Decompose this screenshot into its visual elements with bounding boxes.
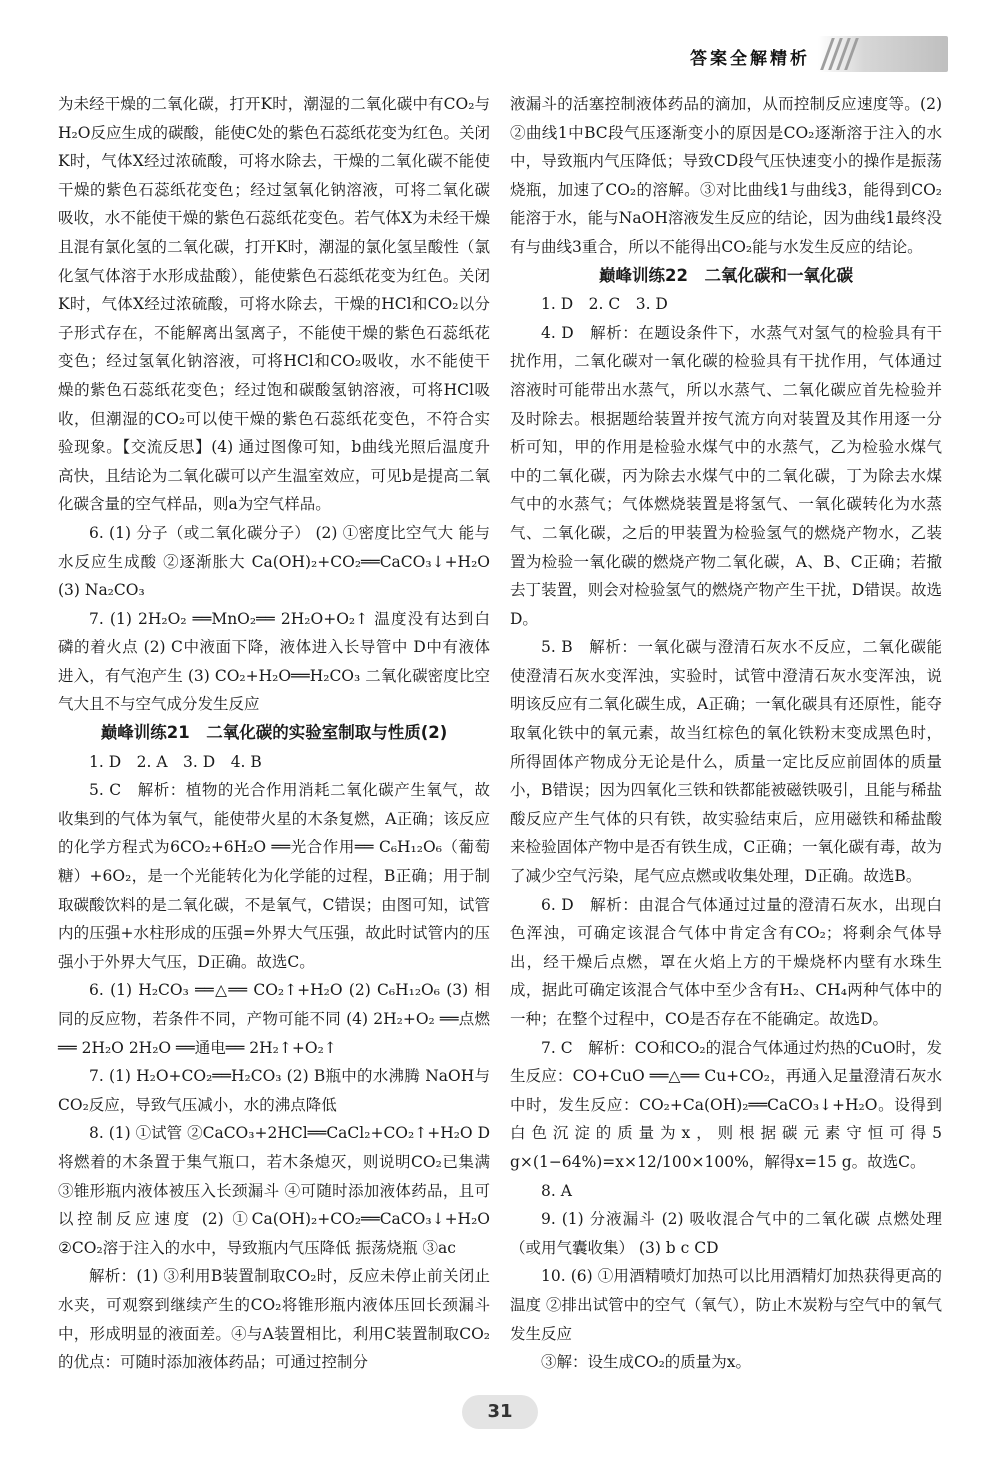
answer-item: 8. (1) ①试管 ②CaCO₃+2HCl══CaCl₂+CO₂↑+H₂O D 将燃着的木条置于集气瓶口，若木条熄灭，则说明CO₂已集满 ③锥形瓶内液体被压入长颈漏斗 ④可随时添加液体药品，且可以控制反应速度 (2) ①Ca(OH)₂+CO₂══CaCO₃↓+H₂O ②CO₂溶于注入的水中，导致瓶内气压降低 振荡烧瓶 ③ac xyxy=(58,1124,490,1257)
answer-item: 5. B 解析：一氧化碳与澄清石灰水不反应，二氧化碳能使澄清石灰水变浑浊，实验时，试管中澄清石灰水变浑浊，说明该反应有二氧化碳生成，A正确；一氧化碳具有还原性，能夺取氧化铁中的氧元素，故当红棕色的氧化铁粉末变成黑色时，所得固体产物成分无论是什么，质量一定比反应前固体的质量小，B错误；因为四氧化三铁和铁都能被磁铁吸引，且能与稀盐酸反应产生气体的只有铁，故实验结束后，应用磁铁和稀盐酸来检验固体产物中是否有铁生成，C正确；一氧化碳有毒，故为了减少空气污染，尾气应点燃或收集处理，D正确。故选B。 xyxy=(510,638,942,886)
answer-item: ③解：设生成CO₂的质量为x。 xyxy=(541,1353,752,1372)
answer-item: 6. D 解析：由混合气体通过过量的澄清石灰水，出现白色浑浊，可确定该混合气体中肯定含有CO₂；将剩余气体导出，经干燥后点燃，罩在火焰上方的干燥烧杯内壁有水珠生成，据此可确定该混合气体中至少含有H₂、CH₄两种气体中的一种；在整个过程中，CO是否存在不能确定。故选D。 xyxy=(510,895,942,1028)
answer-item: 7. (1) 2H₂O₂ ══MnO₂══ 2H₂O+O₂↑ 温度没有达到白磷的着火点 (2) C中液面下降，液体进入长导管中 D中有液体进入，有气泡产生 (3) CO₂+H₂O══H₂CO₃ 二氧化碳密度比空气大且不与空气成分发生反应 xyxy=(58,609,490,714)
header-title: 答案全解精析 xyxy=(690,49,810,69)
page-header xyxy=(0,0,1000,82)
answer-item: 解析：(1) ③利用B装置制取CO₂时，反应未停止前关闭止水夹，可观察到继续产生的CO₂将锥形瓶内液体压回长颈漏斗中，形成明显的液面差。④与A装置相比，利用C装置制取CO₂的优点：可随时添加液体药品；可通过控制分 xyxy=(58,1267,490,1372)
left-column xyxy=(58,90,490,1377)
answer-item: 5. C 解析：植物的光合作用消耗二氧化碳产生氧气，故收集到的气体为氧气，能使带火星的木条复燃，A正确；该反应的化学方程式为6CO₂+6H₂O ══光合作用══ C₆H₁₂O₆（葡萄糖）+6O₂，是一个光能转化为化学能的过程，B正确；用于制取碳酸饮料的是二氧化碳，不是氧气，C错误；由图可知，试管内的压强+水柱形成的压强=外界大气压强，故此时试管内的压强小于外界大气压，D正确。故选C。 xyxy=(58,781,490,971)
watermark-logo xyxy=(730,1374,980,1456)
answer-item: 1. D 2. C 3. D xyxy=(541,295,668,314)
answer-item: 1. D 2. A 3. D 4. B xyxy=(89,752,262,771)
answer-item: 6. (1) 分子（或二氧化碳分子） (2) ①密度比空气大 能与水反应生成酸 ②逐渐胀大 Ca(OH)₂+CO₂══CaCO₃↓+H₂O (3) Na₂CO₃ xyxy=(58,523,490,600)
answer-item: 6. (1) H₂CO₃ ══△══ CO₂↑+H₂O (2) C₆H₁₂O₆ (3) 相同的反应物，若条件不同，产物可能不同 (4) 2H₂+O₂ ══点燃══ 2H₂O 2H₂O ══通电══ 2H₂↑+O₂↑ xyxy=(58,981,490,1057)
header-decoration-icon xyxy=(818,36,948,72)
right-column xyxy=(510,90,942,1377)
section-title: 巅峰训练21 二氧化碳的实验室制取与性质(2) xyxy=(100,723,448,743)
answer-item: 10. (6) ①用酒精喷灯加热可以比用酒精灯加热获得更高的温度 ②排出试管中的空气（氧气），防止木炭粉与空气中的氧气发生反应 xyxy=(510,1267,942,1343)
answer-item: 7. C 解析：CO和CO₂的混合气体通过灼热的CuO时，发生反应：CO+CuO ══△══ Cu+CO₂，再通入足量澄清石灰水中时，发生反应：CO₂+Ca(OH)₂══CaCO₃↓+H₂O。设得到白色沉淀的质量为x，则根据碳元素守恒可得5 g×(1−64%)=x×12/100×100%，解得x=15 g。故选C。 xyxy=(510,1038,942,1171)
section-title: 巅峰训练22 二氧化碳和一氧化碳 xyxy=(599,265,853,285)
answer-item: 9. (1) 分液漏斗 (2) 吸收混合气中的二氧化碳 点燃处理（或用气囊收集） (3) b c CD xyxy=(510,1210,942,1257)
answer-item: 8. A xyxy=(541,1181,572,1200)
paragraph: 为未经干燥的二氧化碳，打开K时，潮湿的二氧化碳中有CO₂与H₂O反应生成的碳酸，能使C处的紫色石蕊纸花变为红色。关闭K时，气体X经过浓硫酸，可将水除去，干燥的二氧化碳不能使干燥的紫色石蕊纸花变色；经过氢氧化钠溶液，可将二氧化碳吸收，水不能使干燥的紫色石蕊纸花变色。若气体X为未经干燥且混有氯化氢的二氧化碳，打开K时，潮湿的氯化氢呈酸性（氯化氢气体溶于水形成盐酸），能使紫色石蕊纸花变为红色。关闭K时，气体X经过浓硫酸，可将水除去，干燥的HCl和CO₂以分子形式存在，不能解离出氢离子，不能使干燥的紫色石蕊纸花变色；经过氢氧化钠溶液，可将HCl和CO₂吸收，水不能使干燥的紫色石蕊纸花变色；经过饱和碳酸氢钠溶液，可将HCl吸收，但潮湿的CO₂可以使干燥的紫色石蕊纸花变色，不符合实验现象。【交流反思】(4) 通过图像可知，b曲线光照后温度升高快，且结论为二氧化碳可以产生温室效应，可见b是提高二氧化碳含量的空气样品，则a为空气样品。 xyxy=(58,95,490,514)
answer-item: 4. D 解析：在题设条件下，水蒸气对氢气的检验具有干扰作用，二氧化碳对一氧化碳的检验具有干扰作用，气体通过溶液时可能带出水蒸气，所以水蒸气、二氧化碳应首先检验并及时除去。根据题给装置并按气流方向对装置及其作用逐一分析可知，甲的作用是检验水煤气中的水蒸气，乙为检验水煤气中的二氧化碳，丙为除去水煤气中的二氧化碳，丁为除去水煤气中的水蒸气；气体燃烧装置是将氢气、一氧化碳转化为水蒸气、二氧化碳，之后的甲装置为检验氢气的燃烧产物水，乙装置为检验一氧化碳的燃烧产物二氧化碳，A、B、C正确；若撤去丁装置，则会对检验氢气的燃烧产物产生干扰，D错误。故选D。 xyxy=(510,323,942,628)
paragraph: 液漏斗的活塞控制液体药品的滴加，从而控制反应速度等。(2) ②曲线1中BC段气压逐渐变小的原因是CO₂逐渐溶于注入的水中，导致瓶内气压降低；导致CD段气压快速变小的操作是振荡烧瓶，加速了CO₂的溶解。③对比曲线1与曲线3，能得到CO₂能溶于水，能与NaOH溶液发生反应的结论，因为曲线1最终没有与曲线3重合，所以不能得出CO₂能与水发生反应的结论。 xyxy=(510,95,942,256)
answer-item: 7. (1) H₂O+CO₂══H₂CO₃ (2) B瓶中的水沸腾 NaOH与CO₂反应，导致气压减小，水的沸点降低 xyxy=(58,1067,490,1114)
page-number: 31 xyxy=(462,1395,538,1429)
